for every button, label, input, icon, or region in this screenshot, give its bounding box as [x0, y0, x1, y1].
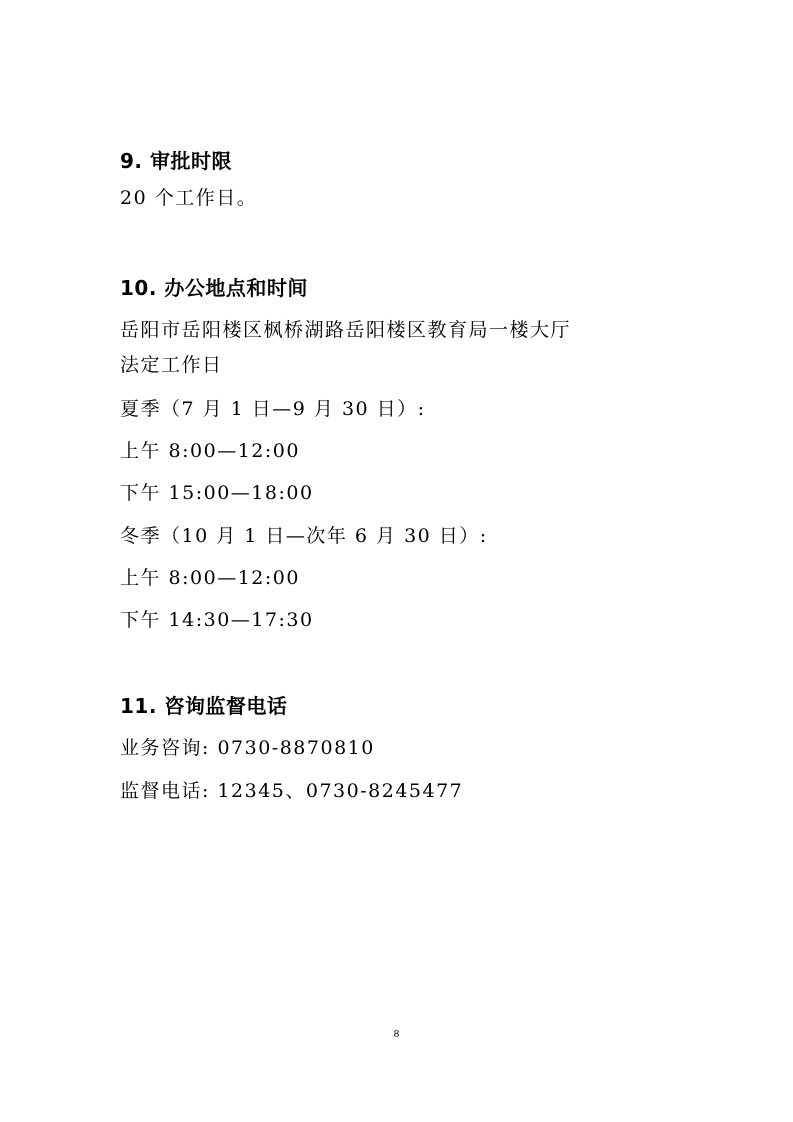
office-address: 岳阳市岳阳楼区枫桥湖路岳阳楼区教育局一楼大厅 — [120, 319, 572, 341]
statutory-workdays-label: 法定工作日 — [120, 354, 223, 376]
section-heading-consultation-supervision-phone: 11. 咨询监督电话 — [120, 694, 288, 718]
approval-time-limit-text: 20 个工作日。 — [120, 187, 258, 209]
winter-morning-hours: 上午 8:00—12:00 — [120, 567, 300, 589]
section-heading-approval-time-limit: 9. 审批时限 — [120, 149, 232, 173]
summer-schedule-label: 夏季（7 月 1 日—9 月 30 日）: — [120, 398, 426, 420]
winter-schedule-label: 冬季（10 月 1 日—次年 6 月 30 日）: — [120, 525, 488, 547]
supervision-phone: 监督电话: 12345、0730-8245477 — [120, 780, 464, 802]
summer-morning-hours: 上午 8:00—12:00 — [120, 440, 300, 462]
section-heading-office-location-hours: 10. 办公地点和时间 — [120, 276, 308, 300]
winter-afternoon-hours: 下午 14:30—17:30 — [120, 609, 314, 631]
page-number: 8 — [393, 1028, 400, 1040]
summer-afternoon-hours: 下午 15:00—18:00 — [120, 482, 314, 504]
business-consultation-phone: 业务咨询: 0730-8870810 — [120, 737, 375, 759]
